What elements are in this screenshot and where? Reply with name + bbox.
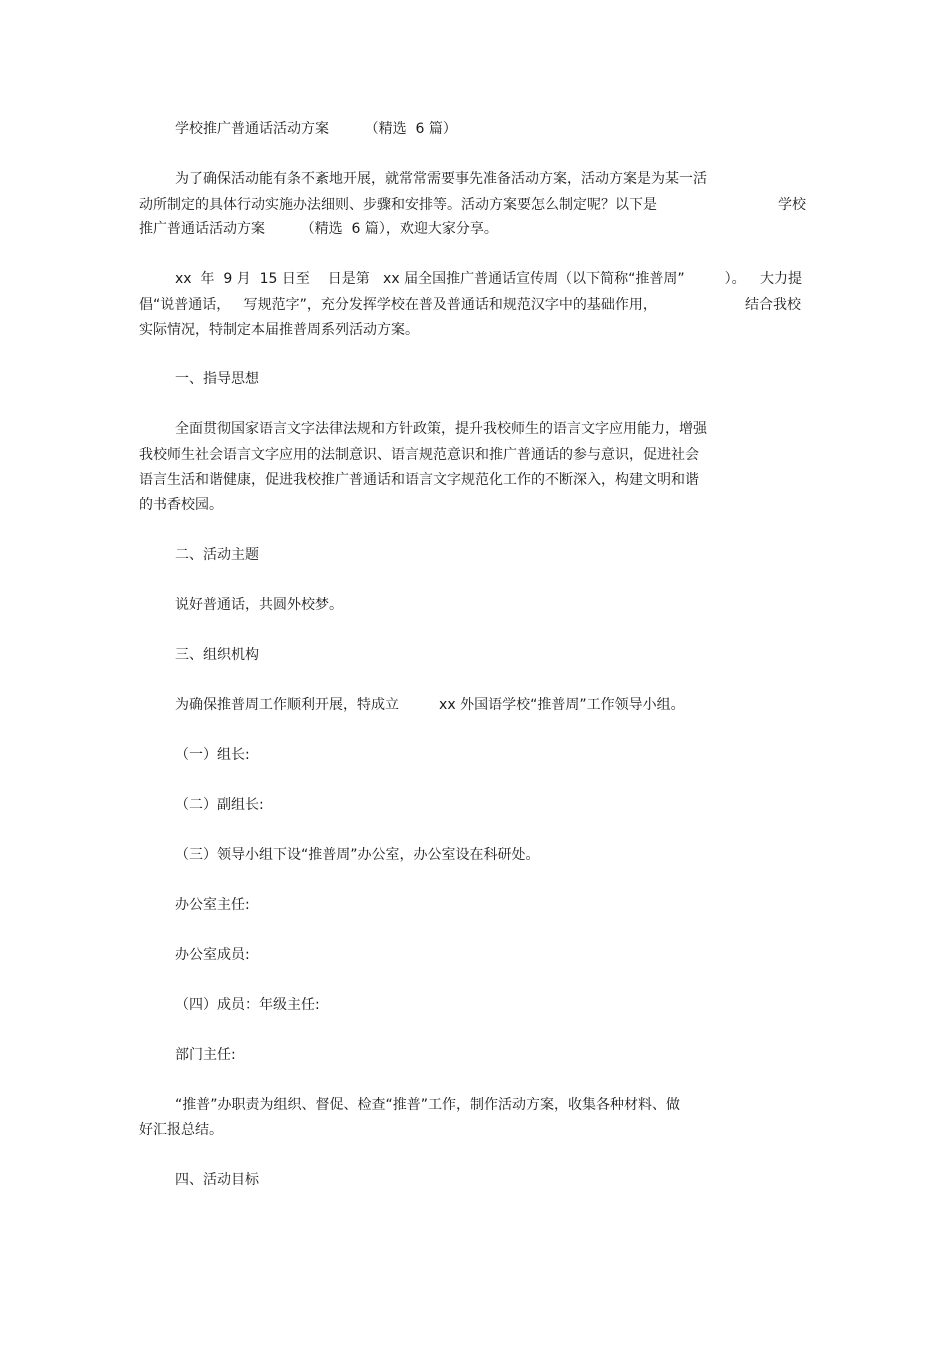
intro-line-1: 为了确保活动能有条不紊地开展，就常常需要事先准备活动方案，活动方案是为某一活 (175, 171, 707, 187)
section-3-item-leader: （一）组长: (175, 747, 250, 763)
para1-line-3: 实际情况，特制定本届推普周系列活动方案。 (139, 322, 419, 338)
section-3-item-office-members: 办公室成员: (175, 947, 250, 963)
section-3-body: 为确保推普周工作顺利开展，特成立 xx 外国语学校“推普周”工作领导小组。 (175, 697, 685, 713)
section-3-duty-line-2: 好汇报总结。 (139, 1122, 223, 1138)
intro-line-3: 推广普通话活动方案 （精选 6 篇），欢迎大家分享。 (139, 221, 498, 237)
section-1-heading: 一、指导思想 (175, 371, 259, 387)
section-4-heading: 四、活动目标 (175, 1172, 259, 1188)
section-3-item-office: （三）领导小组下设“推普周”办公室，办公室设在科研处。 (175, 847, 540, 863)
section-1-line-4: 的书香校园。 (139, 497, 223, 513)
section-2-heading: 二、活动主题 (175, 547, 259, 563)
section-2-body: 说好普通话，共圆外校梦。 (175, 597, 343, 613)
section-1-line-3: 语言生活和谐健康，促进我校推广普通话和语言文字规范化工作的不断深入，构建文明和谐 (139, 472, 699, 488)
para1-line-1: xx 年 9 月 15 日至 日是第 xx 届全国推广普通话宣传周（以下简称“推普周” ）。 (175, 271, 746, 287)
section-3-item-dept-director: 部门主任: (175, 1047, 236, 1063)
section-3-item-members: （四）成员：年级主任: (175, 997, 320, 1013)
para1-line-1-tail: 大力提 (760, 271, 802, 287)
section-1-line-2: 我校师生社会语言文字应用的法制意识、语言规范意识和推广普通话的参与意识，促进社会 (139, 447, 699, 463)
doc-title: 学校推广普通话活动方案 （精选 6 篇） (175, 121, 457, 137)
para1-line-2-tail: 结合我校 (745, 297, 801, 313)
para1-line-2: 倡“说普通话， 写规范字”，充分发挥学校在普及普通话和规范汉字中的基础作用， (139, 297, 657, 313)
section-3-heading: 三、组织机构 (175, 647, 259, 663)
section-3-duty-line-1: “推普”办职责为组织、督促、检查“推普”工作，制作活动方案，收集各种材料、做 (175, 1097, 681, 1113)
section-3-item-deputy: （二）副组长: (175, 797, 264, 813)
section-3-item-office-director: 办公室主任: (175, 897, 250, 913)
section-1-line-1: 全面贯彻国家语言文字法律法规和方针政策，提升我校师生的语言文字应用能力，增强 (175, 421, 707, 437)
intro-line-2-tail: 学校 (778, 197, 806, 213)
intro-line-2: 动所制定的具体行动实施办法细则、步骤和安排等。活动方案要怎么制定呢？以下是 (139, 197, 657, 213)
